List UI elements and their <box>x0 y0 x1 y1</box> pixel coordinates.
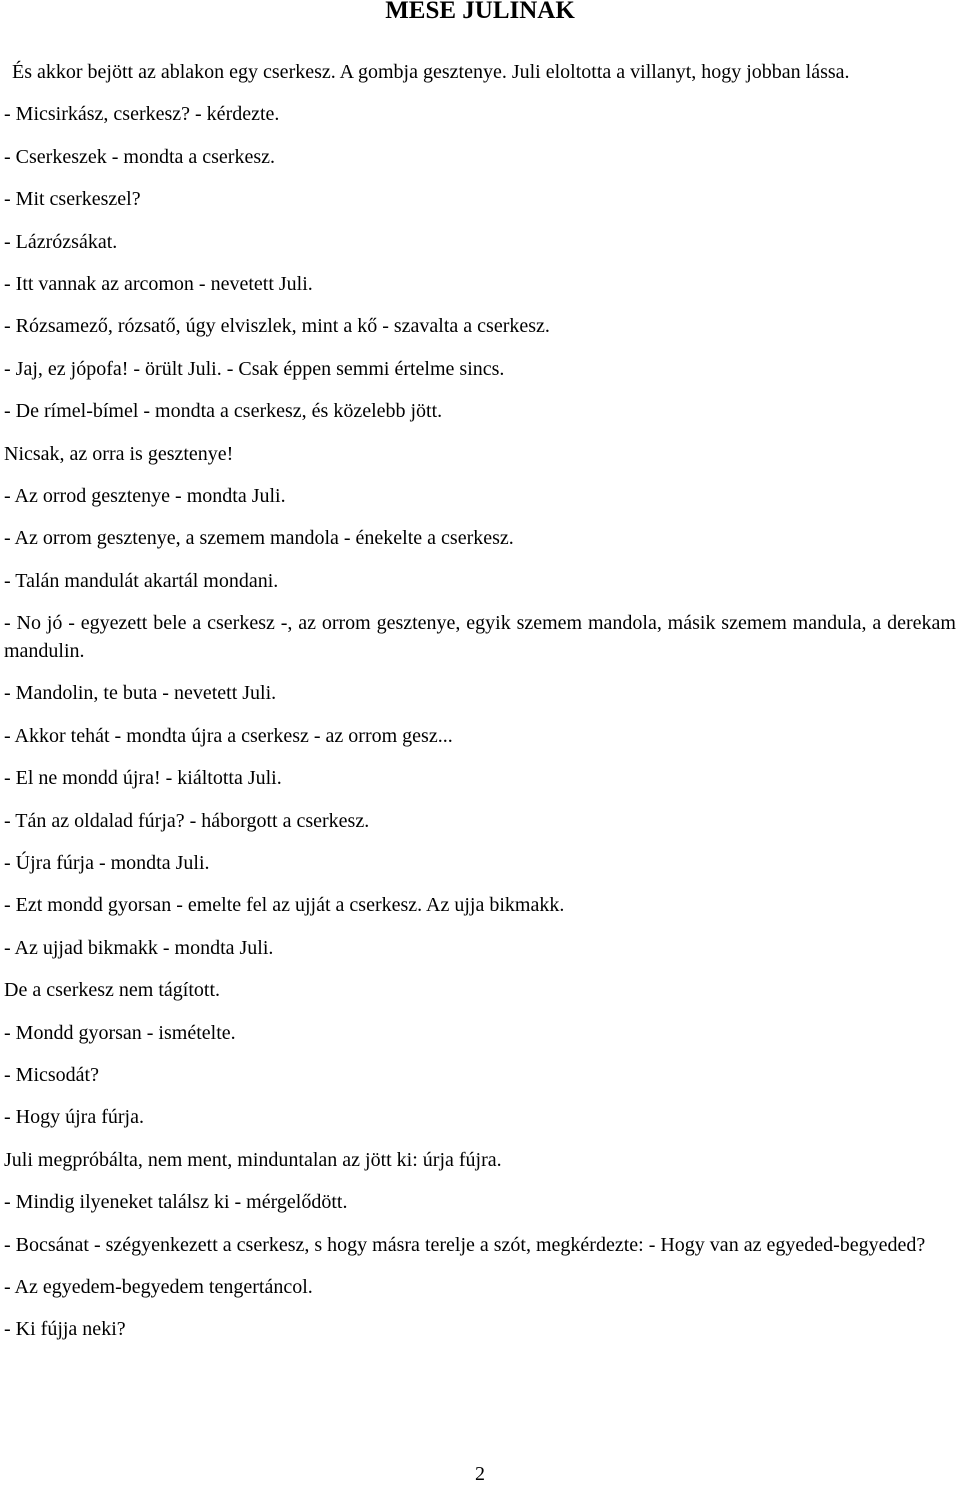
paragraph: Nicsak, az orra is gesztenye! <box>4 442 234 465</box>
paragraph: És akkor bejött az ablakon egy cserkesz. A gombja gesztenye. Juli eloltotta a villanyt, hogy jobban lássa. <box>12 61 850 83</box>
paragraph: - De rímel-bímel - mondta a cserkesz, és közelebb jött. <box>4 400 443 423</box>
paragraph: - Jaj, ez jópofa! - örült Juli. - Csak éppen semmi értelme sincs. <box>4 357 505 380</box>
paragraph: - Micsirkász, cserkesz? - kérdezte. <box>4 103 280 126</box>
paragraph: - Talán mandulát akartál mondani. <box>4 569 279 592</box>
paragraph: - Rózsamező, rózsatő, úgy elviszlek, mint a kő - szavalta a cserkesz. <box>4 315 550 338</box>
paragraph: - Micsodát? <box>4 1063 99 1086</box>
paragraph: - Mit cserkeszel? <box>4 188 141 211</box>
paragraph: - Lázrózsákat. <box>4 230 118 253</box>
paragraph: - Cserkeszek - mondta a cserkesz. <box>4 145 275 168</box>
paragraph: Juli megpróbálta, nem ment, minduntalan az jött ki: úrja fújra. <box>4 1148 502 1171</box>
paragraph: - Ki fújja neki? <box>4 1318 126 1341</box>
paragraph: De a cserkesz nem tágított. <box>4 979 221 1002</box>
paragraph: - No jó - egyezett bele a cserkesz -, az orrom gesztenye, egyik szemem mandola, másik szemem mandula, a derekam mandulin. <box>4 612 956 663</box>
paragraph: - Tán az oldalad fúrja? - háborgott a cserkesz. <box>4 809 370 832</box>
paragraph: - Mindig ilyeneket találsz ki - mérgelődött. <box>4 1191 348 1214</box>
paragraph: - Az orrod gesztenye - mondta Juli. <box>4 484 286 507</box>
story-text <box>4 58 956 1358</box>
paragraph: - Mondd gyorsan - ismételte. <box>4 1021 236 1044</box>
paragraph: - Hogy újra fúrja. <box>4 1106 144 1129</box>
paragraph: - Az egyedem-begyedem tengertáncol. <box>4 1275 313 1298</box>
paragraph: - El ne mondd újra! - kiáltotta Juli. <box>4 767 282 790</box>
paragraph: - Mandolin, te buta - nevetett Juli. <box>4 682 277 705</box>
paragraph: - Ezt mondd gyorsan - emelte fel az ujját a cserkesz. Az ujja bikmakk. <box>4 894 565 917</box>
page-number: 2 <box>475 1463 485 1485</box>
paragraph: - Bocsánat - szégyenkezett a cserkesz, s hogy másra terelje a szót, megkérdezte: - Hogy van az egyeded-begyeded? <box>4 1233 926 1256</box>
page-title: MESE JULINAK <box>385 0 575 24</box>
paragraph: - Az orrom gesztenye, a szemem mandola - énekelte a cserkesz. <box>4 527 514 550</box>
paragraph: - Akkor tehát - mondta újra a cserkesz - az orrom gesz... <box>4 724 453 747</box>
paragraph: - Az ujjad bikmakk - mondta Juli. <box>4 936 274 959</box>
paragraph: - Itt vannak az arcomon - nevetett Juli. <box>4 272 313 295</box>
paragraph: - Újra fúrja - mondta Juli. <box>4 852 210 875</box>
